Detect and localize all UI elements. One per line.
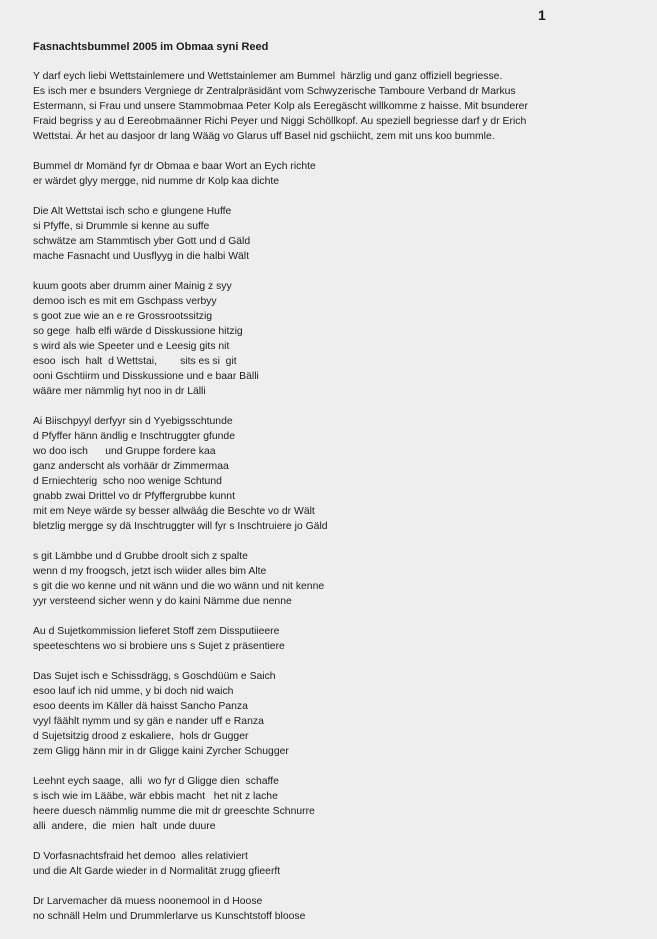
text-line: demoo isch es mit em Gschpass verbyy <box>33 296 217 307</box>
text-line: s wird als wie Speeter und e Leesig gits nit <box>33 341 230 352</box>
text-line: mache Fasnacht und Uusflyyg in die halbi Wält <box>33 251 250 262</box>
text-line: s isch wie im Lääbe, wär ebbis macht het nit z lache <box>33 791 278 802</box>
text-line: esoo isch halt d Wettstai, sits es si git <box>33 356 237 367</box>
text-line: Wettstai. Är het au dasjoor dr lang Wääg vo Glarus uff Basel nid gschiicht, zem mit uns koo bummle. <box>33 131 495 142</box>
text-line: d Sujetsitzig drood z eskaliere, hols dr Gugger <box>33 731 249 742</box>
text-line: heere duesch nämmlig numme die mit dr greeschte Schnurre <box>33 806 315 817</box>
text-line: Au d Sujetkommission lieferet Stoff zem Dissputiieere <box>33 626 280 637</box>
document-title: Fasnachtsbummel 2005 im Obmaa syni Reed <box>33 41 269 53</box>
paragraph <box>33 204 645 264</box>
text-line: D Vorfasnachtsfraid het demoo alles relativiert <box>33 851 248 862</box>
text-line: wo doo isch und Gruppe fordere kaa <box>33 446 216 457</box>
text-line: d Pfyffer hänn ändlig e Inschtruggter gfunde <box>33 431 235 442</box>
text-line: ganz anderscht als vorhäär dr Zimmermaa <box>33 461 229 472</box>
text-line: s git die wo kenne und nit wänn und die wo wänn und nit kenne <box>33 581 325 592</box>
text-line: esoo lauf ich nid umme, y bi doch nid waich <box>33 686 234 697</box>
text-line: wenn d my froogsch, jetzt isch wiider alles bim Alte <box>33 566 267 577</box>
text-line: Es isch mer e bsunders Vergniege dr Zentralpräsidänt vom Schwyzerische Tamboure Verband dr Markus <box>33 86 516 97</box>
text-line: und die Alt Garde wieder in d Normalität zrugg gfieerft <box>33 866 281 877</box>
paragraph <box>33 774 645 834</box>
text-line: s git Lämbbe und d Grubbe droolt sich z spalte <box>33 551 248 562</box>
text-line: s goot zue wie an e re Grossrootssitzig <box>33 311 213 322</box>
text-line: Das Sujet isch e Schissdrägg, s Goschdüüm e Saich <box>33 671 276 682</box>
paragraph <box>33 624 645 654</box>
paragraph <box>33 849 645 879</box>
page-number: 1 <box>538 7 546 23</box>
text-line: esoo deents im Käller dä haisst Sancho Panza <box>33 701 248 712</box>
text-line: Estermann, si Frau und unsere Stammobmaa Peter Kolp als Eeregäscht willkomme z haisse. Mit bsunderer <box>33 101 528 112</box>
paragraph <box>33 69 645 144</box>
text-line: bletzlig mergge sy dä Inschtruggter will fyr s Inschtruiere jo Gäld <box>33 521 328 532</box>
text-line: ooni Gschtiirm und Disskussione und e baar Bälli <box>33 371 259 382</box>
text-line: alli andere, die mien halt unde duure <box>33 821 216 832</box>
text-line: kuum goots aber drumm ainer Mainig z syy <box>33 281 232 292</box>
text-line: vyyl fäählt nymm und sy gän e nander uff e Ranza <box>33 716 264 727</box>
paragraph <box>33 669 645 759</box>
text-line: zem Gligg hänn mir in dr Gligge kaini Zyrcher Schugger <box>33 746 289 757</box>
paragraph <box>33 159 645 189</box>
paragraph <box>33 549 645 609</box>
text-line: schwätze am Stammtisch yber Gott und d Gäld <box>33 236 251 247</box>
text-line: yyr versteend sicher wenn y do kaini Nämme due nenne <box>33 596 292 607</box>
paragraph <box>33 414 645 534</box>
text-line: so gege halb elfi wärde d Disskussione hitzig <box>33 326 243 337</box>
text-line: speeteschtens wo si brobiere uns s Sujet z präsentiere <box>33 641 285 652</box>
text-line: gnabb zwai Drittel vo dr Pfyffergrubbe kunnt <box>33 491 235 502</box>
text-line: Ai Biischpyyl derfyyr sin d Yyebigsschtunde <box>33 416 233 427</box>
text-line: Die Alt Wettstai isch scho e glungene Huffe <box>33 206 232 217</box>
text-line: no schnäll Helm und Drummlerlarve us Kunschtstoff bloose <box>33 911 306 922</box>
text-line: si Pfyffe, si Drummle si kenne au suffe <box>33 221 210 232</box>
text-line: wääre mer nämmlig hyt noo in dr Lälli <box>33 386 206 397</box>
text-line: Y darf eych liebi Wettstainlemere und Wettstainlemer am Bummel härzlig und ganz offiziell begriesse. <box>33 71 503 82</box>
text-line: Bummel dr Momänd fyr dr Obmaa e baar Wort an Eych richte <box>33 161 316 172</box>
text-line: d Erniechterig scho noo wenige Schtund <box>33 476 222 487</box>
text-line: Leehnt eych saage, alli wo fyr d Gligge dien schaffe <box>33 776 279 787</box>
text-line: mit em Neye wärde sy besser allwäág die Beschte vo dr Wält <box>33 506 315 517</box>
text-line: Fraid begriss y au d Eereobmaänner Richi Peyer und Niggi Schöllkopf. Au speziell begriesse darf y dr Erich <box>33 116 527 127</box>
paragraph <box>33 279 645 399</box>
text-line: Dr Larvemacher dä muess noonemool in d Hoose <box>33 896 263 907</box>
text-line: er wärdet glyy mergge, nid numme dr Kolp kaa dichte <box>33 176 280 187</box>
document-body <box>33 69 645 939</box>
